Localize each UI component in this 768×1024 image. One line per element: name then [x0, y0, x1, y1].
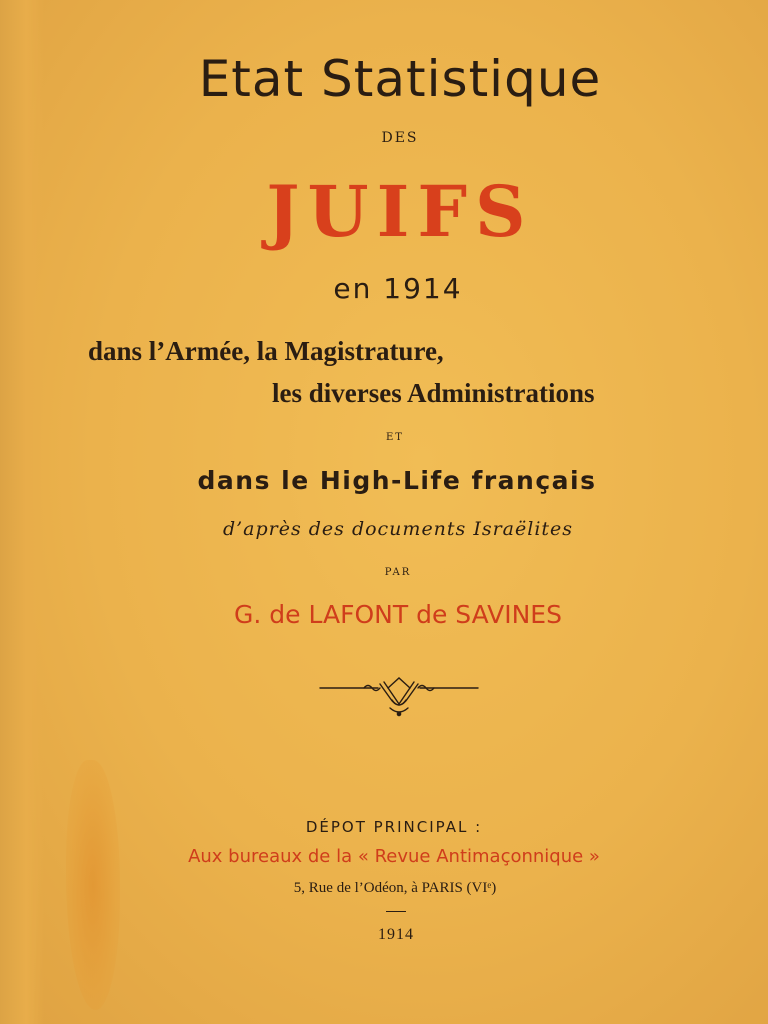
publisher-bureaux: Aux bureaux de la « Revue Antimaçonnique »	[188, 846, 600, 867]
title: Etat Statistique	[198, 50, 602, 108]
year-line: en 1914	[333, 272, 463, 305]
et-label: ET	[386, 432, 404, 443]
subtitle-line-2: les diverses Administrations	[272, 378, 595, 408]
depot-principal: DÉPOT PRINCIPAL :	[305, 818, 483, 836]
publisher-address: 5, Rue de l’Odéon, à PARIS (VIᵉ)	[293, 880, 497, 896]
subtitle-line-3: dans le High-Life français	[197, 466, 597, 495]
subject-heading: JUIFS	[266, 170, 534, 253]
ornament-divider-icon	[318, 674, 480, 718]
short-rule	[386, 911, 406, 912]
des-label: DES	[381, 130, 419, 146]
page-edge-shadow	[0, 0, 44, 1024]
subtitle-line-1: dans l’Armée, la Magistrature,	[88, 336, 444, 366]
author-name: G. de LAFONT de SAVINES	[234, 600, 562, 629]
publication-date: 1914	[378, 926, 414, 943]
par-label: PAR	[384, 567, 412, 578]
source-line: d’après des documents Israëlites	[222, 518, 574, 540]
